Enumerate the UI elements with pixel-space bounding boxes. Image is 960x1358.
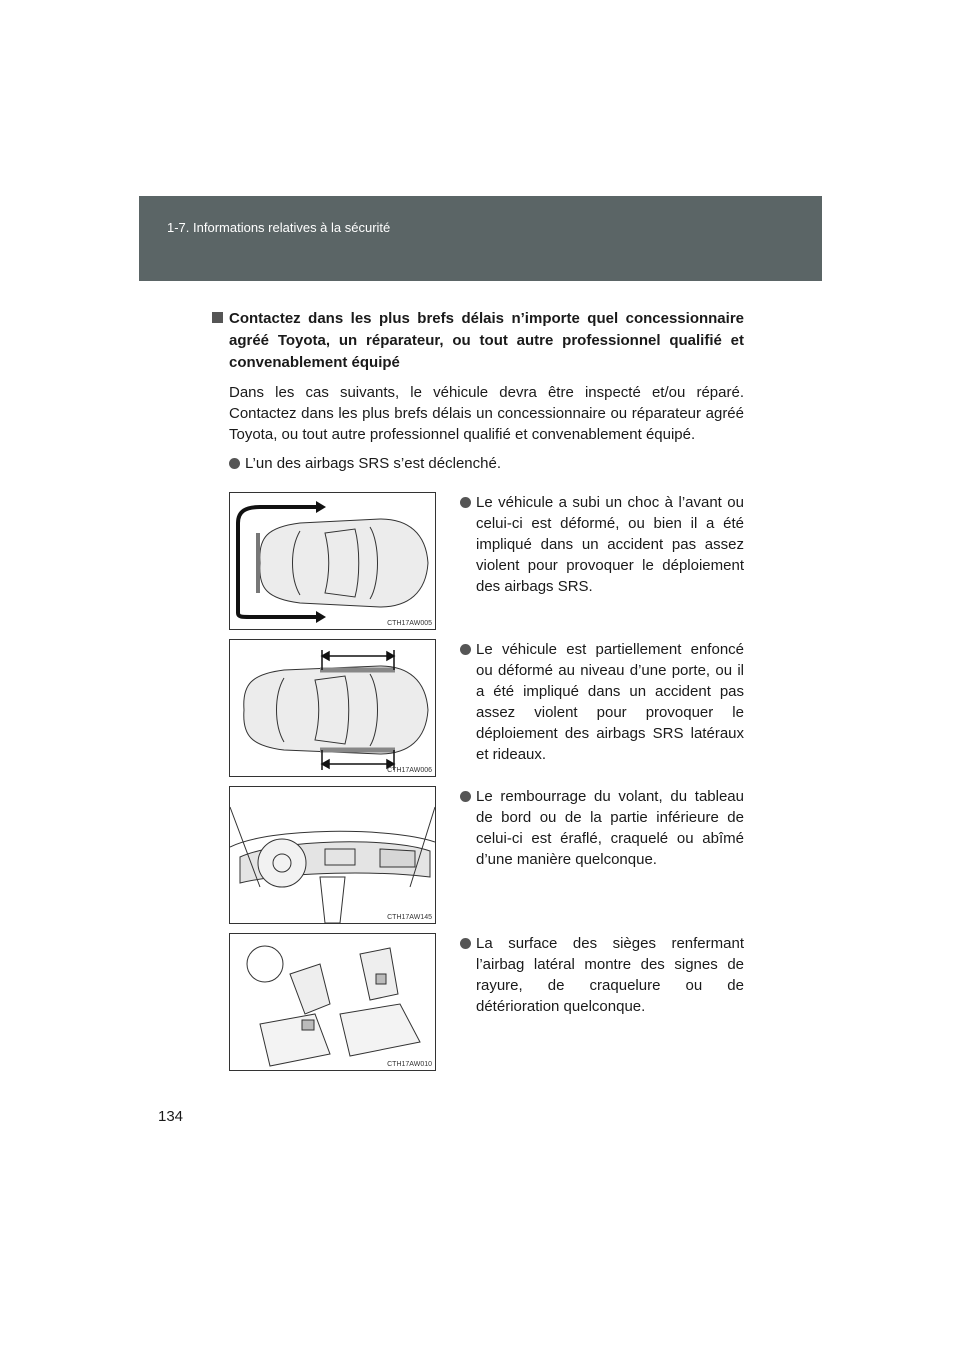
bullet-dot-icon [460,791,471,802]
bullet-text: L’un des airbags SRS s’est déclenché. [245,455,501,472]
section-heading [212,308,744,374]
section-block [212,308,744,474]
figure-bullet-text: Le véhicule a subi un choc à l’avant ou celui-ci est déformé, ou bien il a été impliqué dans un accident pas assez violent pour provoquer le déploiement des airbags SRS. [476,494,744,595]
bullet-dot-icon [460,497,471,508]
figure-code: CTH17AW145 [387,914,432,921]
figure-code: CTH17AW006 [387,767,432,774]
figure-bullet [460,786,744,870]
car-top-view-icon [230,640,435,776]
page-number: 134 [158,1108,184,1125]
bullet-item [229,453,744,474]
section-body: Dans les cas suivants, le véhicule devra être inspecté et/ou réparé. Contactez dans les plus brefs délais un concessionnaire ou réparateur agréé Toyota, ou tout autre professionnel qualifié et convenablement équipé. [229,384,744,443]
figure-bullet-text: La surface des sièges renfermant l’airbag latéral montre des signes de rayure, de craquelure ou de détérioration quelconque. [476,935,744,1015]
figure-row [229,933,744,1071]
section-heading-text: Contactez dans les plus brefs délais n’importe quel concessionnaire agréé Toyota, un réparateur, ou tout autre professionnel qualifié et convenablement équipé [229,310,744,371]
car-seats-icon [230,934,435,1070]
bullet-dot-icon [229,458,240,469]
figure-bullet [460,639,744,765]
figure-bullet-text: Le rembourrage du volant, du tableau de bord ou de la partie inférieure de celui-ci est éraflé, craquelé ou abîmé d’une manière quelconque. [476,788,744,868]
figure-row [229,492,744,630]
header-band [139,196,822,281]
section-header-title: 1-7. Informations relatives à la sécurité [167,220,391,235]
figure-bullet [460,492,744,597]
bullet-dot-icon [460,938,471,949]
car-side-impact-illustration [229,639,436,777]
dashboard-icon [230,787,435,923]
seats-illustration [229,933,436,1071]
car-top-view-icon [230,493,435,629]
bullet-dot-icon [460,644,471,655]
figure-bullet [460,933,744,1017]
figure-row [229,786,744,924]
figure-row [229,639,744,777]
car-front-impact-illustration [229,492,436,630]
square-bullet-icon [212,312,223,323]
figure-code: CTH17AW005 [387,620,432,627]
dashboard-illustration [229,786,436,924]
figure-bullet-text: Le véhicule est partiellement enfoncé ou déformé au niveau d’une porte, ou il a été impliqué dans un accident pas assez violent pour provoquer le déploiement des airbags SRS latéraux et rideaux. [476,641,744,763]
figure-code: CTH17AW010 [387,1061,432,1068]
